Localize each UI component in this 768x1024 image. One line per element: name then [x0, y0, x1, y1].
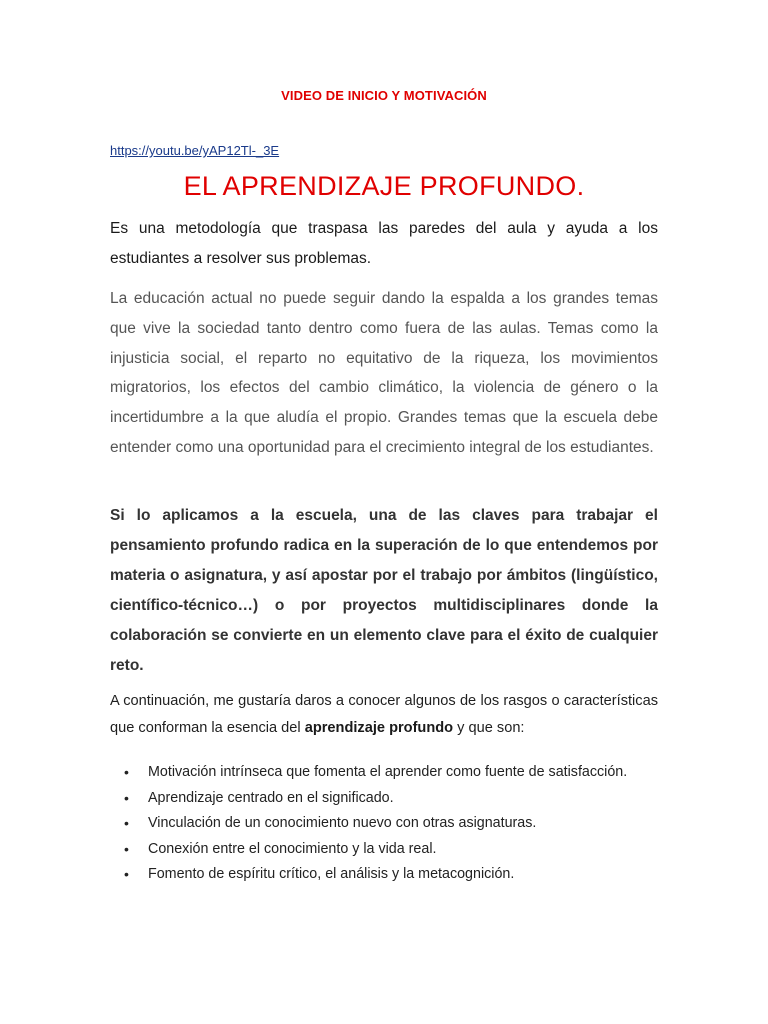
video-section-title: VIDEO DE INICIO Y MOTIVACIÓN — [281, 88, 487, 103]
list-item — [110, 837, 670, 863]
intro-paragraph: Es una metodología que traspasa las paredes del aula y ayuda a los estudiantes a resolver sus problemas. — [110, 220, 658, 267]
bullet-icon: • — [124, 764, 129, 780]
list-item-text: Motivación intrínseca que fomenta el aprender como fuente de satisfacción. — [148, 764, 628, 780]
list-item-text: Aprendizaje centrado en el significado. — [148, 789, 394, 806]
bullet-icon: • — [124, 815, 129, 831]
list-item — [110, 760, 670, 786]
features-intro-emphasis: aprendizaje profundo — [304, 720, 454, 736]
youtube-video-link[interactable]: https://youtu.be/yAP12Tl-_3E — [110, 143, 280, 158]
features-intro-text: A continuación, me gustaría daros a conocer algunos de los rasgos o características que conforman la esencia del — [110, 693, 658, 736]
context-paragraph: La educación actual no puede seguir dando la espalda a los grandes temas que vive la sociedad tanto dentro como fuera de las aulas. Temas como la injusticia social, el reparto no equitativo de la riqueza, los movimientos migratorios, los efectos del cambio climático, la violencia de género o la incertidumbre a la que aludía el propio. Grandes temas que la escuela debe entender como una oportunidad para el crecimiento integral de los estudiantes. — [110, 290, 658, 456]
list-item — [110, 862, 670, 888]
bullet-icon: • — [124, 866, 129, 882]
features-intro-tail: y que son: — [453, 720, 525, 736]
list-item — [110, 811, 670, 837]
bullet-icon: • — [124, 789, 129, 806]
bullet-icon: • — [124, 840, 129, 857]
page-title: EL APRENDIZAJE PROFUNDO. — [183, 171, 585, 201]
keys-paragraph: Si lo aplicamos a la escuela, una de las claves para trabajar el pensamiento profundo radica en la superación de lo que entendemos por materia o asignatura, y así apostar por el trabajo por ámbitos (lingüístico, científico-técnico…) o por proyectos multidisciplinares donde la colaboración se convierte en un elemento clave para el éxito de cualquier reto. — [110, 507, 658, 674]
list-item-text: Fomento de espíritu crítico, el análisis y la metacognición. — [148, 866, 515, 882]
features-intro-paragraph — [110, 688, 658, 742]
list-item-text: Conexión entre el conocimiento y la vida real. — [148, 840, 437, 857]
list-item-text: Vinculación de un conocimiento nuevo con otras asignaturas. — [148, 815, 537, 831]
features-list — [110, 760, 670, 888]
list-item — [110, 786, 670, 812]
